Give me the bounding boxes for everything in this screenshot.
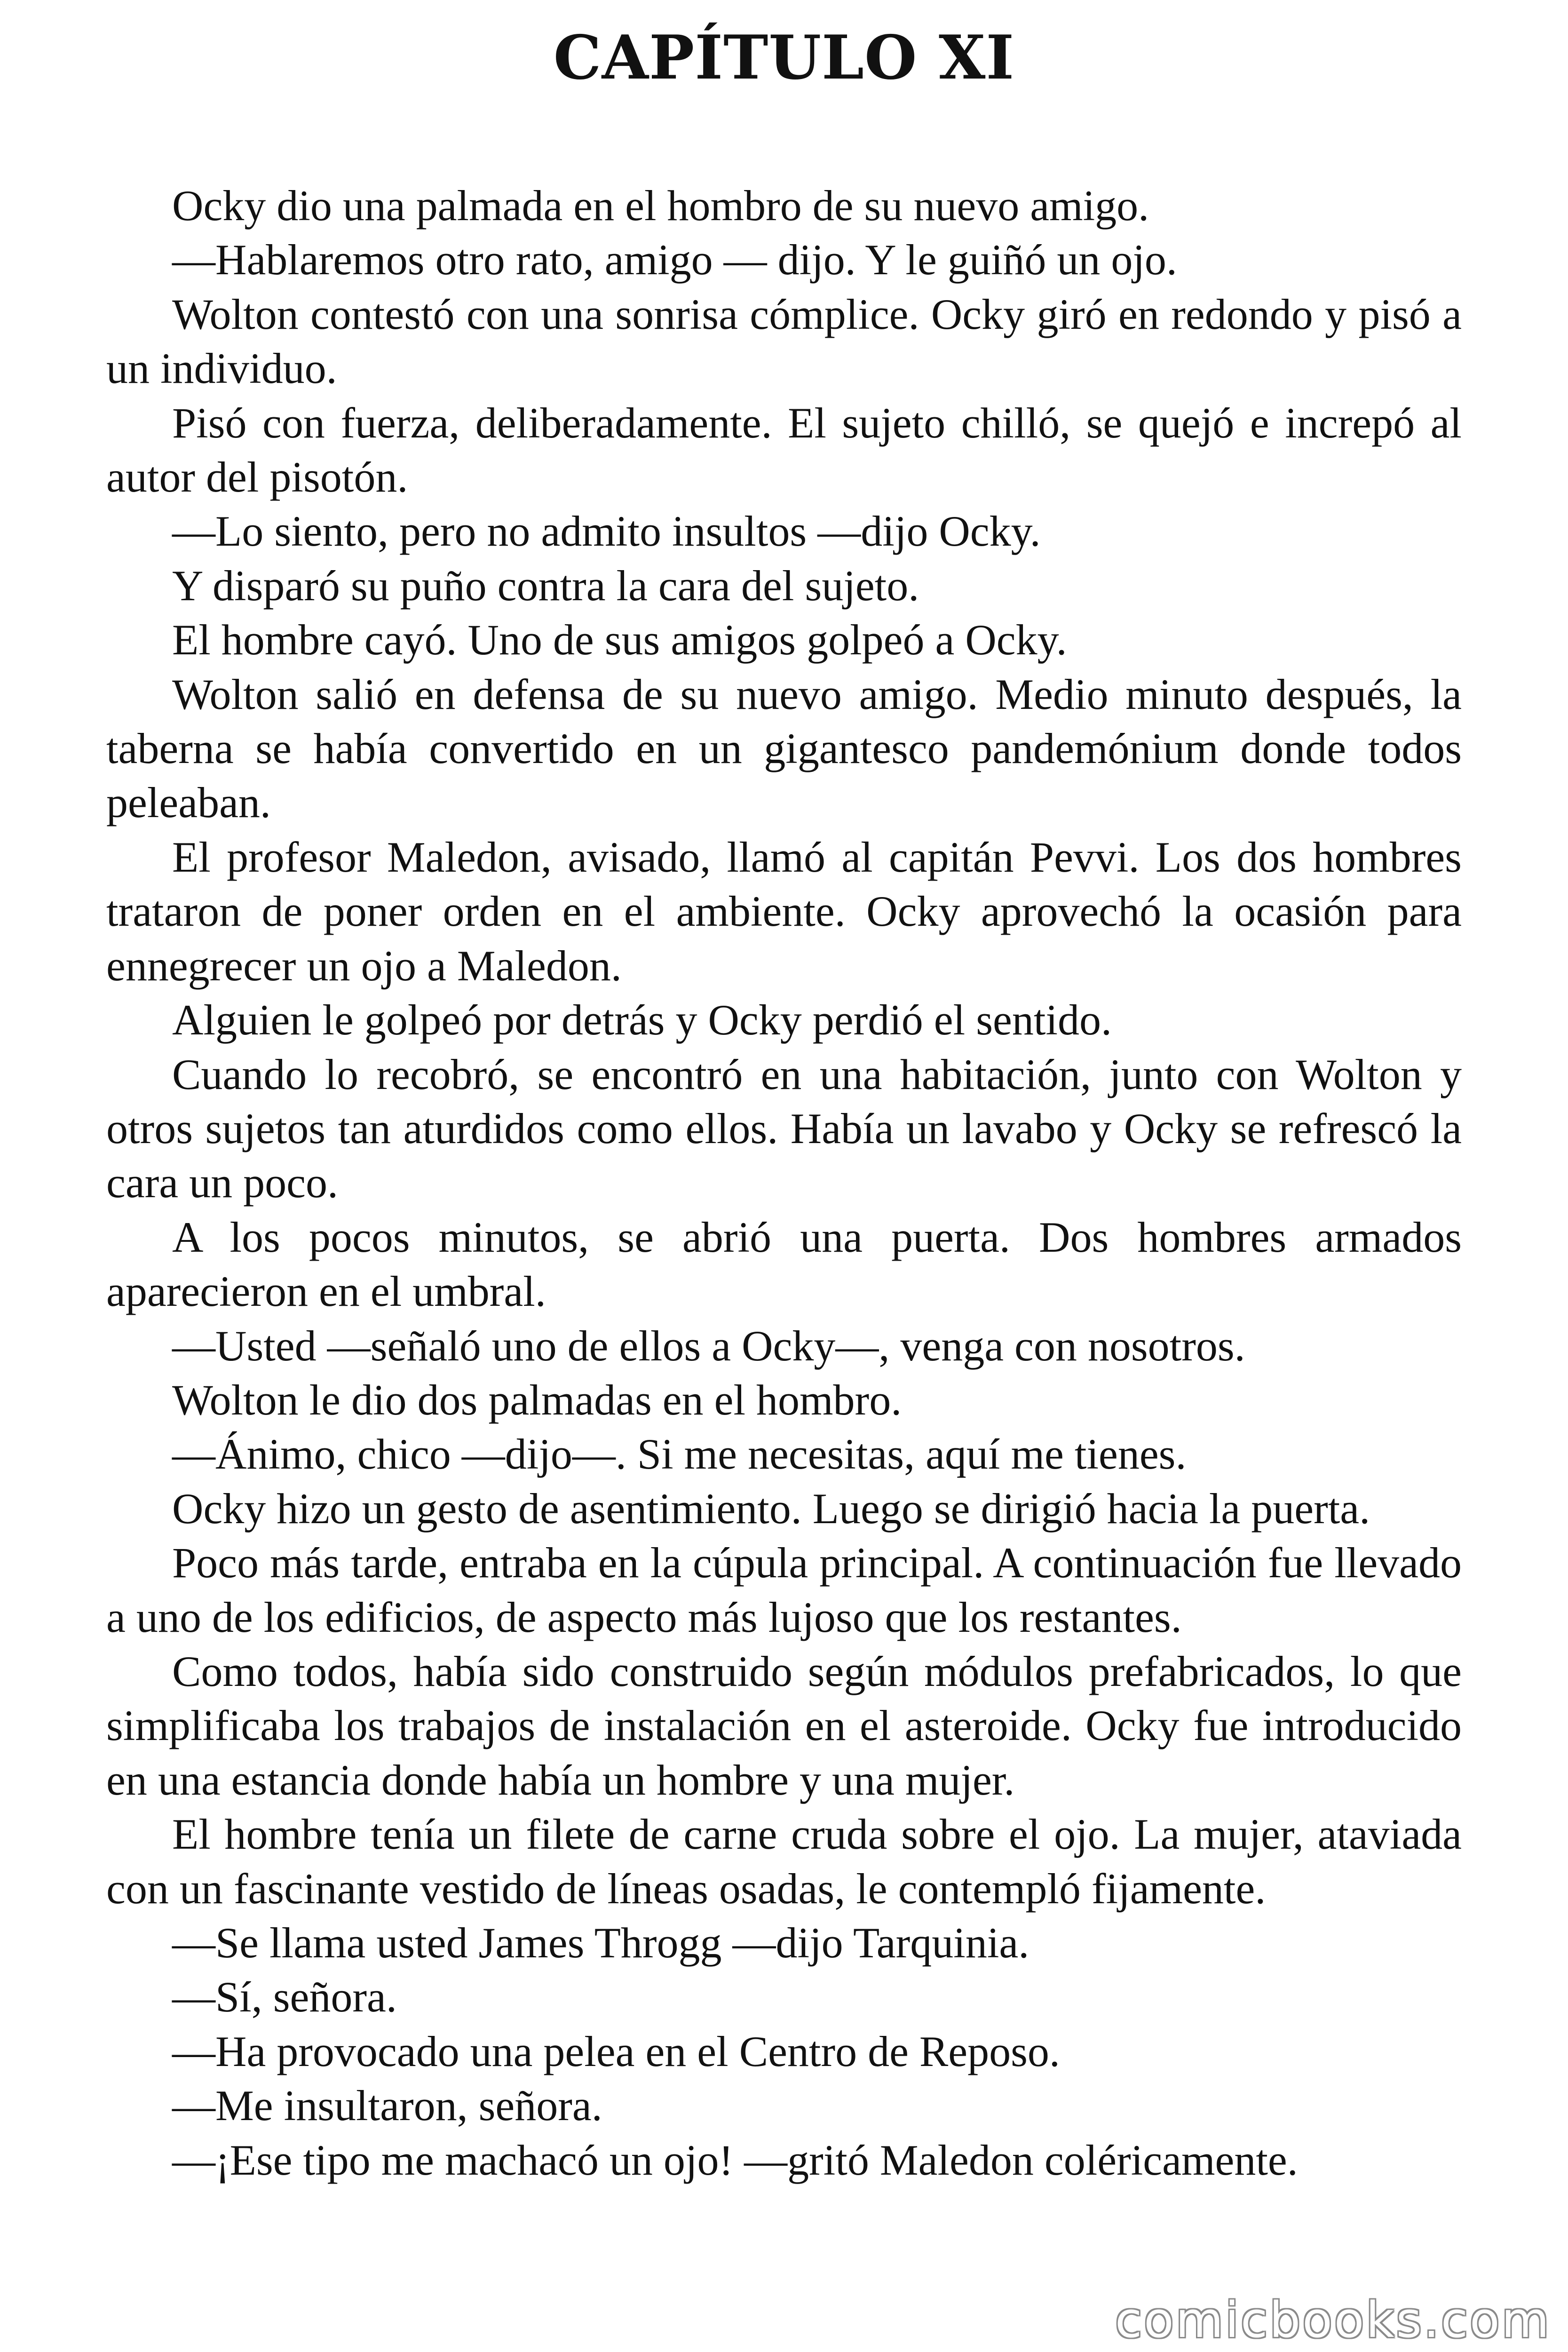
- paragraph: —Ánimo, chico —dijo—. Si me necesitas, aquí me tienes.: [172, 1430, 1187, 1478]
- paragraph: —Me insultaron, señora.: [172, 2082, 602, 2130]
- paragraph: Poco más tarde, entraba en la cúpula principal. A continuación fue llevado a uno de los edificios, de aspecto más lujoso que los restantes.: [106, 1539, 1462, 1641]
- paragraph: Y disparó su puño contra la cara del sujeto.: [172, 561, 919, 610]
- chapter-body: [106, 179, 1462, 2187]
- paragraph: —Lo siento, pero no admito insultos —dijo Ocky.: [172, 507, 1041, 556]
- paragraph: Cuando lo recobró, se encontró en una habitación, junto con Wolton y otros sujetos tan aturdidos como ellos. Había un lavabo y Ocky se refrescó la cara un poco.: [106, 1050, 1462, 1207]
- paragraph: Pisó con fuerza, deliberadamente. El sujeto chilló, se quejó e increpó al autor del pisotón.: [106, 398, 1462, 501]
- paragraph: —Se llama usted James Throgg —dijo Tarquinia.: [172, 1919, 1029, 1967]
- paragraph: El hombre cayó. Uno de sus amigos golpeó a Ocky.: [172, 616, 1067, 664]
- paragraph: —Ha provocado una pelea en el Centro de Reposo.: [172, 2027, 1060, 2075]
- paragraph: A los pocos minutos, se abrió una puerta. Dos hombres armados aparecieron en el umbral.: [106, 1213, 1462, 1316]
- paragraph: Alguien le golpeó por detrás y Ocky perdió el sentido.: [172, 996, 1112, 1044]
- paragraph: —Usted —señaló uno de ellos a Ocky—, venga con nosotros.: [172, 1321, 1245, 1370]
- watermark: comicbooks.com: [1115, 2291, 1551, 2349]
- paragraph: Ocky hizo un gesto de asentimiento. Luego se dirigió hacia la puerta.: [172, 1484, 1370, 1533]
- paragraph: —Hablaremos otro rato, amigo — dijo. Y le guiñó un ojo.: [172, 236, 1177, 284]
- paragraph: Wolton salió en defensa de su nuevo amigo. Medio minuto después, la taberna se había convertido en un gigantesco pandemónium donde todos peleaban.: [106, 670, 1462, 827]
- chapter-title: CAPÍTULO XI: [553, 23, 1015, 93]
- paragraph: —¡Ese tipo me machacó un ojo! —gritó Maledon coléricamente.: [172, 2136, 1298, 2184]
- paragraph: Ocky dio una palmada en el hombro de su nuevo amigo.: [172, 182, 1149, 230]
- paragraph: —Sí, señora.: [172, 1973, 397, 2021]
- paragraph: Como todos, había sido construido según módulos prefabricados, lo que simplificaba los trabajos de instalación en el asteroide. Ocky fue introducido en una estancia donde había un hombre y una mujer.: [106, 1647, 1462, 1804]
- paragraph: El profesor Maledon, avisado, llamó al capitán Pevvi. Los dos hombres trataron de poner orden en el ambiente. Ocky aprovechó la ocasión para ennegrecer un ojo a Maledon.: [106, 833, 1462, 990]
- paragraph: Wolton le dio dos palmadas en el hombro.: [172, 1375, 902, 1424]
- paragraph: Wolton contestó con una sonrisa cómplice. Ocky giró en redondo y pisó a un individuo.: [106, 290, 1462, 393]
- paragraph: El hombre tenía un filete de carne cruda sobre el ojo. La mujer, ataviada con un fascinante vestido de líneas osadas, le contempló fijamente.: [106, 1810, 1462, 1913]
